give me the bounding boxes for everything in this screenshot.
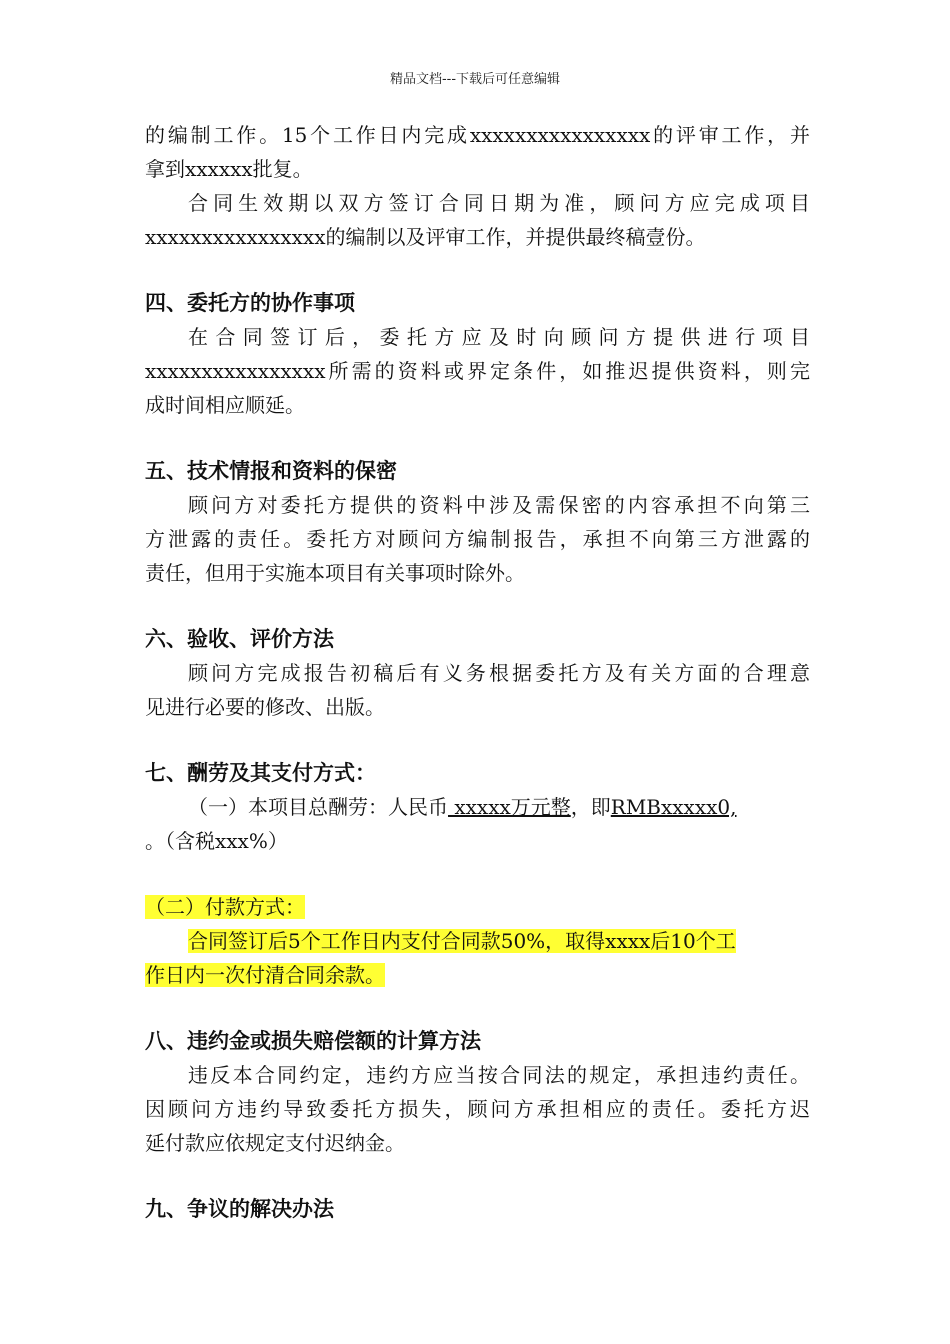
paragraph-line: 在合同签订后，委托方应及时向顾问方提供进行项目 <box>188 325 810 349</box>
highlight-text: 合同签订后5个工作日内支付合同款50%，取得xxxx后10个工 <box>188 929 736 953</box>
paragraph-line: 顾问方完成报告初稿后有义务根据委托方及有关方面的合理意 <box>188 661 810 685</box>
highlight-text: 作日内一次付清合同余款。 <box>145 963 385 987</box>
paragraph-line: 方泄露的责任。委托方对顾问方编制报告，承担不向第三方泄露的 <box>145 527 810 551</box>
fee-line <box>145 790 810 824</box>
paragraph-line: 成时间相应顺延。 <box>145 393 305 417</box>
paragraph-line <box>145 924 810 958</box>
section-heading: 六、验收、评价方法 <box>145 627 334 651</box>
fee-amount: xxxxx万元整 <box>448 795 571 819</box>
highlight-text: （二）付款方式： <box>145 895 305 919</box>
paragraph-line: 因顾问方违约导致委托方损失，顾问方承担相应的责任。委托方迟 <box>145 1097 810 1121</box>
fee-mid: ，即 <box>570 795 611 819</box>
section-heading: 八、违约金或损失赔偿额的计算方法 <box>145 1029 481 1053</box>
page-header: 精品文档---下载后可任意编辑 <box>389 72 561 87</box>
payment-method-title <box>145 890 810 924</box>
paragraph-line: 。（含税xxx%） <box>145 829 288 853</box>
paragraph-line: 顾问方对委托方提供的资料中涉及需保密的内容承担不向第三 <box>188 493 810 517</box>
section-heading: 七、酬劳及其支付方式： <box>145 761 376 785</box>
section-heading: 四、委托方的协作事项 <box>145 291 355 315</box>
fee-prefix: （一）本项目总酬劳：人民币 <box>188 795 448 819</box>
fee-rmb: RMBxxxxx0, <box>610 795 737 819</box>
section-heading: 九、争议的解决办法 <box>145 1197 334 1221</box>
paragraph-line: 的编制工作。15个工作日内完成xxxxxxxxxxxxxxxx的评审工作，并 <box>145 123 810 147</box>
paragraph-line: 合同生效期以双方签订合同日期为准，顾问方应完成项目 <box>188 191 810 215</box>
paragraph-line: 延付款应依规定支付迟纳金。 <box>145 1131 405 1155</box>
paragraph-line: 见进行必要的修改、出版。 <box>145 695 385 719</box>
paragraph-line: xxxxxxxxxxxxxxxx所需的资料或界定条件，如推迟提供资料，则完 <box>145 359 810 383</box>
paragraph-line: xxxxxxxxxxxxxxxx的编制以及评审工作，并提供最终稿壹份。 <box>145 225 706 249</box>
paragraph-line: 拿到xxxxxx批复。 <box>145 157 313 181</box>
paragraph-line <box>145 958 810 992</box>
document-body <box>145 118 810 1226</box>
paragraph-line: 违反本合同约定，违约方应当按合同法的规定，承担违约责任。 <box>188 1063 810 1087</box>
paragraph-line: 责任，但用于实施本项目有关事项时除外。 <box>145 561 525 585</box>
section-heading: 五、技术情报和资料的保密 <box>145 459 397 483</box>
